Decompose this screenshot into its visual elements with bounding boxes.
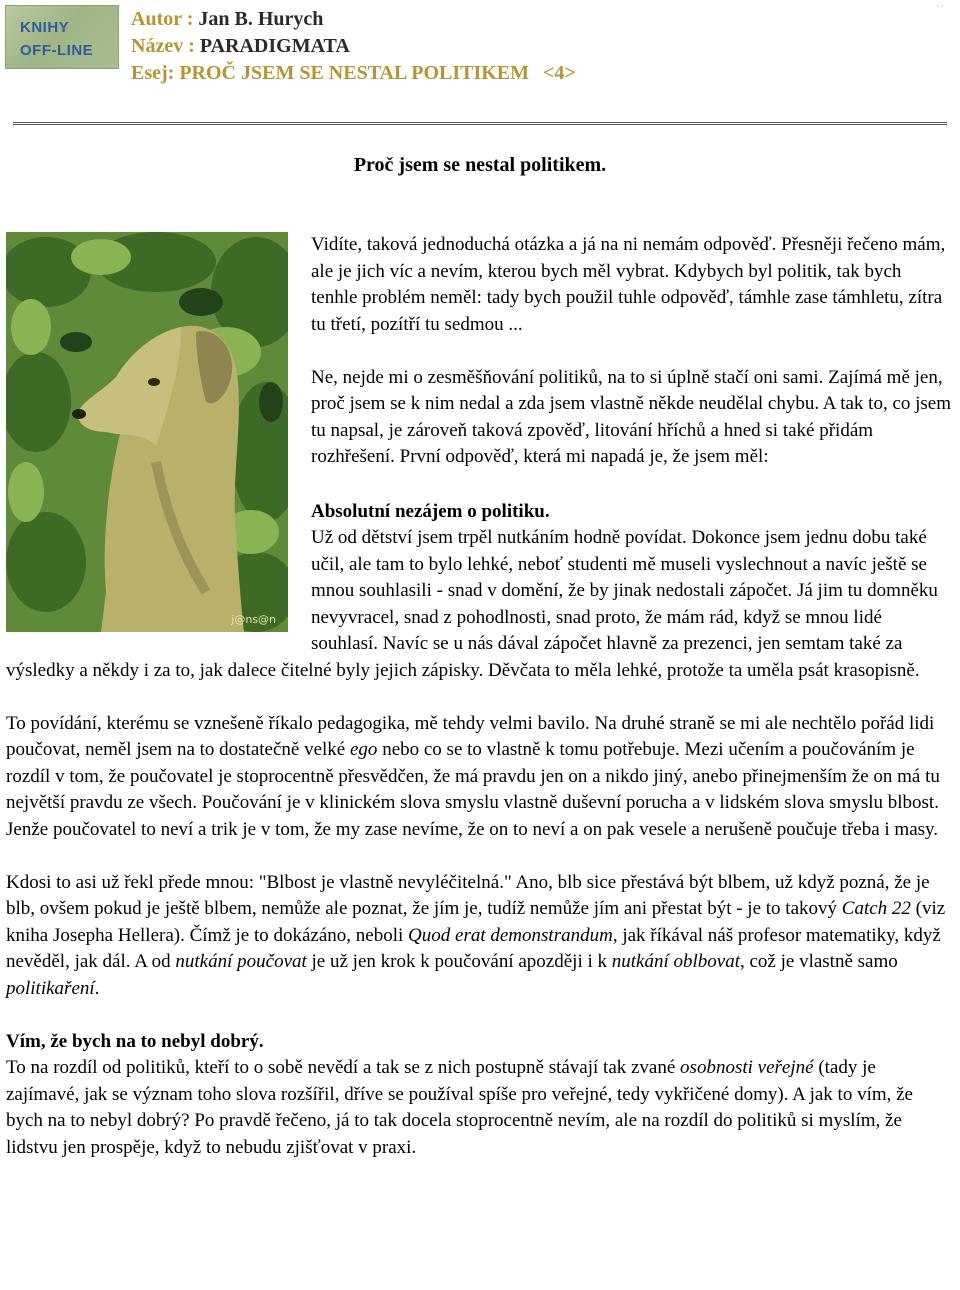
logo-text [20, 16, 110, 62]
paragraph-2: Ne, nejde mi o zesměšňování politiků, na to si úplně stačí oni sami. Zajímá mě jen, proč jsem se k nim nedal a zda jsem vlastně někde neudělal chybu. A tak to, co jsem tu napsal, je zároveň taková zpověď, litování hříchů a hned si také přidám rozhřešení. První odpověď, která mi napadá je, že jsem měl: [311, 366, 952, 467]
photo-float-space [6, 232, 311, 637]
paragraph-6: To na rozdíl od politiků, kteří to o sobě nevědí a tak se z nich postupně stávají tak zvané osobnosti veřejné (tady je zajímavé, jak se význam toho slova rozšířil, dříve se používal spíše pro veřejné, tedy vykřičené domy). A jak to vím, že bych na to nebyl dobrý? Po pravdě řečeno, já to tak docela stoprocentně nevím, ale na rozdíl do politiků si myslím, že lidstvu jen prospěje, když to nebudu zjišťovat v praxi. [6, 1057, 913, 1158]
heading-absolute-disinterest: Absolutní nezájem o politiku. [311, 500, 550, 522]
author-line [131, 6, 576, 33]
document-header [131, 6, 576, 87]
spacer [6, 684, 952, 711]
paragraph-5: Kdosi to asi už řekl přede mnou: "Blbost je vlastně nevyléčitelná." Ano, blb sice přestává být blbem, už když pozná, že je blb, ovšem pokud je ještě blbem, nemůže ale poznat, že jím je, tudíž nemůže jím ani přestat být - je to takový Catch 22 (viz kniha Josepha Hellera). Čímž je to dokázáno, neboli Quod erat demonstrandum, jak říkával náš profesor matematiky, když nevěděl, jak dál. A od nutkání poučovat je už jen krok k poučování apozději i k nutkání oblbovat, což je vlastně samo politikaření. [6, 871, 946, 999]
name-line [131, 33, 576, 60]
author-name: Jan B. Hurych [198, 8, 324, 30]
spacer [6, 1002, 952, 1029]
spacer [6, 843, 952, 870]
essay-label: Esej: [131, 62, 180, 84]
essay-line [131, 60, 576, 87]
logo[interactable] [5, 5, 119, 69]
page-title: Proč jsem se nestal politikem. [353, 154, 607, 176]
logo-line-2: OFF-LINE [20, 42, 94, 59]
photo-signature: j@ns@n [231, 613, 276, 626]
essay-part: <4> [543, 62, 576, 84]
article-body [6, 232, 952, 1161]
paragraph-3: Už od dětství jsem trpěl nutkáním hodně povídat. Dokonce jsem jednu dobu také učil, ale tam to bylo lehké, neboť studenti mě museli vyslechnout a navíc ještě se mnou souhlasili - snad v domění, že by jinak nedostali zápočet. Já jim tu domněku nevyvracel, snad z pohodlnosti, snad proto, že mám rád, když se mnou lidé souhlasí. Navíc se u nás dával zápočet hlavně za prezenci, jen semtam také za výsledky a někdy i za to, jak dalece čitelné byly jejich zápisky. Děvčata to měla lehké, protože ta uměla psát krasopisně. [6, 527, 938, 681]
header-divider [13, 122, 947, 128]
logo-line-1: KNIHY [20, 19, 70, 36]
essay-title: PROČ JSEM SE NESTAL POLITIKEM [179, 62, 530, 84]
corner-mark: ·· [936, 2, 946, 12]
name-label: Název : [131, 35, 200, 57]
author-label: Autor : [131, 8, 199, 30]
heading-not-good: Vím, že bych na to nebyl dobrý. [6, 1030, 264, 1052]
book-name: PARADIGMATA [199, 35, 350, 57]
paragraph-4: To povídání, kterému se vznešeně říkalo pedagogika, mě tehdy velmi bavilo. Na druhé straně se mi ale nechtělo pořád lidi poučovat, neměl jsem na to dostatečně velké ego nebo co se to vlastně k tomu potřebuje. Mezi učením a poučováním je rozdíl v tom, že poučovatel je stoprocentně přesvědčen, že má pravdu jen on a nikdo jiný, anebo přinejmenším že on má tu největší pravdu ze všech. Poučování je v klinickém slova smyslu vlastně duševní porucha a v lidském slova smyslu blbost. Jenže poučovatel to neví a trik je v tom, že my zase nevíme, že on to neví a on pak vesele a nerušeně poučuje třeba i masy. [6, 712, 940, 840]
paragraph-1: Vidíte, taková jednoduchá otázka a já na ni nemám odpověď. Přesněji řečeno mám, ale je jich víc a nevím, kterou bych měl vybrat. Kdybych byl politik, tak bych tenhle problém neměl: tady bych použil tuhle odpověď, támhle zase támhletu, zítra tu třetí, pozítří tu sedmou ... [311, 234, 946, 335]
